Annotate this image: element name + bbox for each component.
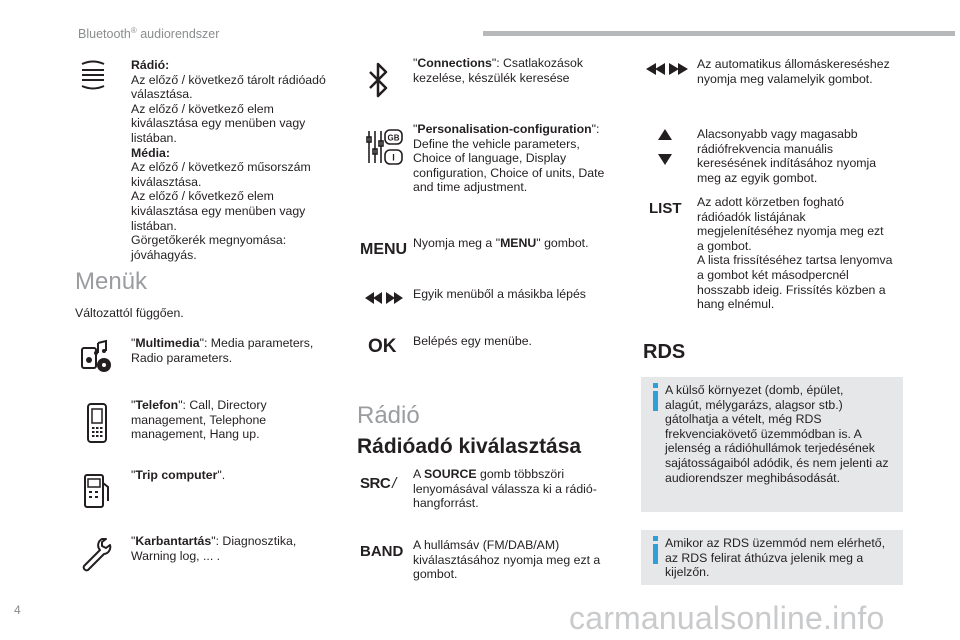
info-box-reception — [641, 377, 903, 512]
menu-button-text: Nyomja meg a "MENU" gombot. — [413, 236, 589, 250]
wrench-icon — [80, 536, 112, 572]
band-text: A hullámsáv (FM/DAB/AM) kiválasztásához nyomja meg ezt a gombot. — [413, 538, 601, 582]
multimedia-icon — [79, 339, 113, 373]
band-button-label: BAND — [360, 543, 404, 560]
page-number: 4 — [14, 603, 21, 617]
src-button-label: SRC / — [360, 475, 396, 492]
fuel-pump-icon — [83, 473, 111, 509]
svg-text:I: I — [392, 152, 395, 163]
list-button-label: LIST — [649, 200, 682, 217]
personalisation-text: "Personalisation-configuration": Define the vehicle parameters, Choice of language, Display configuration, Choice of units, Date and time adjustment. — [413, 122, 605, 195]
section-header: Bluetooth® audiorendszer — [78, 26, 220, 42]
radio-media-text: Rádió: Az előző / következő tárolt rádióadó választása. Az előző / következő elem kiválasztása egy menüben vagy listában. Média: Az előző / következő műsorszám kiválasztása. Az előző / kővetkező elem kiválasztása egy menüben vagy listában. Görgetőkerék megnyomása: jóváhagyás. — [131, 58, 326, 262]
list-text: Az adott körzetben fogható rádióadók listájának megjelenítéséhez nyomja meg ezt a gombot. A lista frissítéséhez tartsa lenyomva a gombot két másodpercnél hosszabb ideig. Frissítés közben a hang elnémul. — [697, 195, 893, 312]
ok-text: Belépés egy menübe. — [413, 334, 532, 348]
heading-rds: RDS — [643, 341, 686, 363]
list-scroll-icon — [80, 58, 106, 92]
multimedia-text: "Multimedia": Media parameters, Radio parameters. — [131, 336, 314, 365]
info-box-rds — [641, 530, 903, 585]
prev-next-arrows-icon — [364, 291, 404, 305]
telephone-icon — [86, 403, 108, 443]
source-text: A SOURCE gomb többszöri lenyomásával válassza ki a rádió- hangforrást. — [413, 467, 597, 511]
header-rule — [483, 31, 955, 36]
menu-button-label: MENU — [360, 241, 408, 258]
maintenance-text: "Karbantartás": Diagnosztika, Warning log, ... . — [131, 534, 297, 563]
manual-search-text: Alacsonyabb vagy magasabb rádiófrekvencia manuális keresésének indításához nyomja meg az egyik gombot. — [697, 127, 877, 185]
ok-button-label: OK — [368, 336, 397, 357]
telefon-text: "Telefon": Call, Directory management, Telephone management, Hang up. — [131, 398, 267, 442]
trip-computer-text: "Trip computer". — [131, 468, 226, 482]
info-box-rds-text: Amikor az RDS üzemmód nem elérhető, az RDS felirat áthúzva jelenik meg a kijelzőn. — [665, 536, 886, 580]
connections-text: "Connections": Csatlakozások kezelése, készülék keresése — [413, 56, 584, 85]
heading-radio: Rádió — [357, 402, 420, 429]
menus-intro: Változattól függően. — [75, 306, 184, 320]
settings-sliders-icon — [366, 127, 404, 167]
info-icon — [653, 544, 658, 564]
auto-search-text: Az automatikus állomáskereséshez nyomja meg valamelyik gombot. — [697, 57, 890, 86]
menu-switch-text: Egyik menüből a másikba lépés — [413, 287, 586, 301]
info-box-reception-text: A külső környezet (domb, épület, alagút, mélygarázs, alagsor stb.) gátolhatja a vételt, még RDS frekvenciakövető üzemmódban is. A jelenség a rádióhullámok terjedésének sajátosságaiból adódik, és nem jelenti az audiorendszer meghibásodását. — [665, 383, 889, 485]
bluetooth-icon — [366, 60, 390, 100]
watermark: carmanualsonline.info — [569, 600, 885, 636]
heading-radio-select: Rádióadó kiválasztása — [357, 435, 582, 458]
up-down-arrows-icon — [657, 127, 673, 167]
heading-menus: Menük — [75, 268, 148, 295]
svg-text:GB: GB — [387, 133, 400, 143]
seek-arrows-icon — [645, 62, 689, 76]
info-icon — [653, 391, 658, 411]
